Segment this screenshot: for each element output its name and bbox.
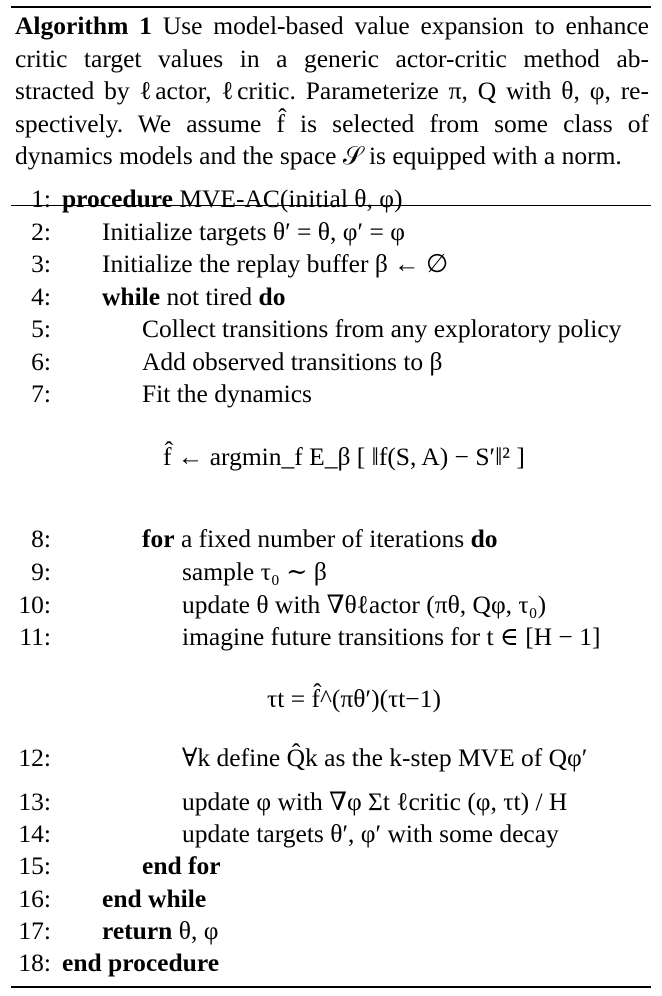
caption-line-5: dynamics models and the space 𝒮 is equipped with a norm. <box>15 141 622 171</box>
algorithm-caption <box>15 10 649 173</box>
imagined-transition-equation: τt = f̂^(πθ′)(τt−1) <box>267 684 442 713</box>
line-number: 2: <box>31 217 51 246</box>
line-number: 1: <box>31 184 51 213</box>
algorithm-line: Initialize the replay buffer β ← ∅ <box>102 249 449 278</box>
algorithm-line: Initialize targets θ′ = θ, φ′ = φ <box>102 217 405 246</box>
algorithm-line: end for <box>142 851 221 880</box>
line-number: 12: <box>18 743 51 772</box>
algorithm-line: end procedure <box>62 948 220 977</box>
line-number: 7: <box>31 379 51 408</box>
line-number: 3: <box>31 249 51 278</box>
line-number: 8: <box>31 524 51 553</box>
caption-line-3: stracted by ℓactor, ℓcritic. Parameterize π, Q with θ, φ, re- <box>15 76 649 106</box>
caption-line-2: critic target values in a generic actor-critic method ab- <box>15 43 649 73</box>
algorithm-line: Fit the dynamics <box>142 379 312 408</box>
line-number: 11: <box>19 622 51 651</box>
algorithm-line: sample τ₀ ∼ β <box>182 557 327 586</box>
algorithm-line: ∀k define Q̂k as the k-step MVE of Qφ′ <box>182 743 588 772</box>
line-number: 4: <box>31 282 51 311</box>
dynamics-fit-equation: f̂ ← argmin_f E_β [ ‖f(S, A) − S′‖² ] <box>163 442 525 471</box>
line-number: 13: <box>18 787 51 816</box>
line-number: 17: <box>18 916 51 945</box>
line-number: 18: <box>18 948 51 977</box>
algorithm-line: end while <box>102 884 207 913</box>
bottom-rule <box>11 986 651 988</box>
algorithm-line: update φ with ∇φ Σt ℓcritic (φ, τt) / H <box>182 787 568 816</box>
line-number: 5: <box>31 314 51 343</box>
line-number: 16: <box>18 884 51 913</box>
caption-line-4: spectively. We assume f̂ is selected from some class of <box>15 108 649 138</box>
algorithm-line: Collect transitions from any exploratory policy <box>142 314 622 343</box>
algorithm-line: update θ with ∇θℓactor (πθ, Qφ, τ₀) <box>182 590 547 619</box>
algorithm-line: procedure MVE-AC(initial θ, φ) <box>62 184 403 213</box>
algorithm-line: update targets θ′, φ′ with some decay <box>182 819 559 848</box>
algorithm-line: for a fixed number of iterations do <box>142 524 498 553</box>
algorithm-line: imagine future transitions for t ∈ [H − 1] <box>182 622 601 651</box>
algorithm-line: while not tired do <box>102 282 286 311</box>
algorithm-line: Add observed transitions to β <box>142 347 443 376</box>
line-number: 10: <box>18 590 51 619</box>
line-number: 15: <box>18 851 51 880</box>
caption-line-1: Use model-based value expansion to enhance <box>151 11 649 40</box>
algorithm-label: Algorithm 1 <box>15 11 152 40</box>
line-number: 14: <box>18 819 51 848</box>
line-number: 9: <box>31 557 51 586</box>
top-rule <box>11 6 651 8</box>
line-number: 6: <box>31 347 51 376</box>
algorithm-line: return θ, φ <box>102 916 219 945</box>
